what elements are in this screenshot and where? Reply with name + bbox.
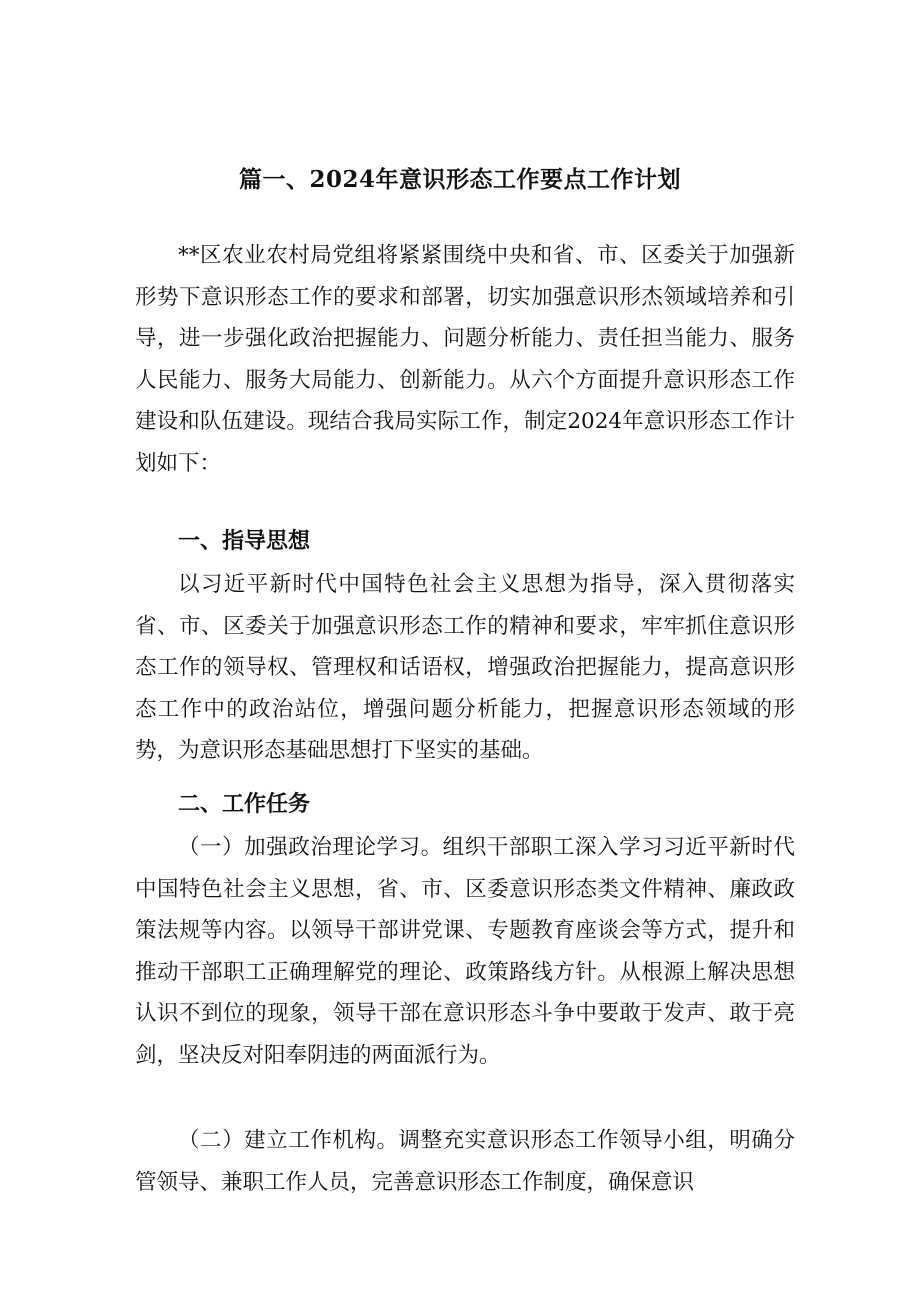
intro-paragraph: **区农业农村局党组将紧紧围绕中央和省、市、区委关于加强新形势下意识形态工作的要求和部署，切实加强意识形杰领域培养和引导，进一步强化政治把握能力、问题分析能力、责任担当能力、服务人民能力、服务大局能力、创新能力。从六个方面提升意识形态工作建设和队伍建设。现结合我局实际工作，制定2024年意识形态工作计划如下：: [135, 243, 795, 476]
work-task-2-paragraph: （二）建立工作机构。调整充实意识形态工作领导小组，明确分管领导、兼职工作人员，完善意识形态工作制度，确保意识: [135, 1128, 795, 1195]
document-title: 篇一、2024年意识形态工作要点工作计划: [238, 166, 681, 193]
section-heading-work-tasks: 二、工作任务: [178, 792, 311, 817]
work-task-1-paragraph: （一）加强政治理论学习。组织干部职工深入学习习近平新时代中国特色社会主义思想，省、市、区委意识形态类文件精神、廉政政策法规等内容。以领导干部讲党课、专题教育座谈会等方式，提升和推动干部职工正确理解党的理论、政策路线方针。从根源上解决思想认识不到位的现象，领导干部在意识形态斗争中要敢于发声、敢于亮剑，坚决反对阳奉阴违的两面派行为。: [135, 835, 795, 1068]
section-heading-guiding-ideology: 一、指导思想: [178, 529, 311, 554]
guiding-ideology-paragraph: 以习近平新时代中国特色社会主义思想为指导，深入贯彻落实省、市、区委关于加强意识形态工作的精神和要求，牢牢抓住意识形态工作的领导权、管理权和话语权，增强政治把握能力，提高意识形态工作中的政治站位，增强问题分析能力，把握意识形态领域的形势，为意识形态基础思想打下坚实的基础。: [135, 572, 795, 763]
